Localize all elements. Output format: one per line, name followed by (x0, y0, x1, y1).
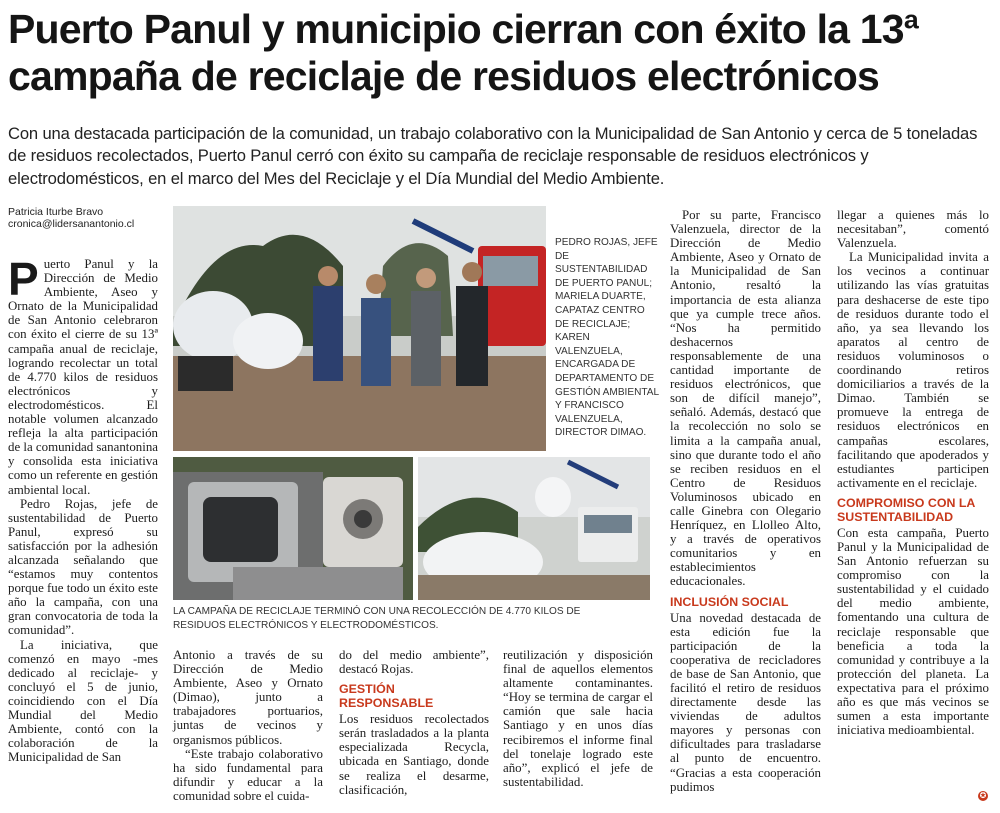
appliances-photo (173, 457, 413, 600)
column-3 (339, 648, 489, 797)
subhead-gestion: GESTIÓN RESPONSABLE (339, 682, 434, 711)
end-mark-icon: ✪ (979, 791, 987, 800)
column-2 (173, 648, 323, 803)
paragraph: Antonio a través de su Dirección de Medio Ambiente, Aseo y Ornato (Dimao), junto a trabajadores portuarios, juntas de vecinos y organismos públicos. (173, 648, 323, 747)
truck-photo-image (418, 457, 650, 600)
subhead-compromiso: COMPROMISO CON LA SUSTENTABILIDAD (837, 495, 975, 524)
team-photo (173, 206, 546, 451)
paragraph: La iniciativa, que comenzó en mayo -mes dedicado al reciclaje- y concluyó el 5 de junio, coincidiendo con el Día Mundial del Medio Ambiente, contó con la colaboración de la Municipalidad de San (8, 637, 158, 765)
paragraph: Los residuos recolectados serán trasladados a la planta especializada Recycla, ubicada en Santiago, donde se realiza el desarme, clasificación, (339, 712, 489, 797)
headline: Puerto Panul y municipio cierran con éxito la 13ª campaña de reciclaje de residuos electrónicos (8, 6, 919, 99)
paragraph: do del medio ambiente”, destacó Rojas. (339, 648, 489, 677)
team-caption: PEDRO ROJAS, JEFE DE SUSTENTABILIDAD DE PUERTO PANUL; MARIELA DUARTE, CAPATAZ CENTRO DE RECICLAJE; KAREN VALENZUELA, ENCARGADA DE DEPARTAMENTO DE GESTIÓN AMBIENTAL Y FRANCISCO VALENZUELA, DIRECTOR DIMAO. (555, 237, 659, 439)
paragraph: La Municipalidad invita a los vecinos a continuar utilizando las vías gratuitas para deshacerse de este tipo de residuos durante todo el año, ya sea llevando los aparatos al centro de residuos voluminosos o coordinando retiros domiciliarios a través de la Dimao. También se promueve la entrega de residuos electrónicos en campañas escolares, facilitando que apoderados y estudiantes participen activamente en el reciclaje. (837, 250, 989, 490)
team-photo-image (173, 206, 546, 451)
truck-photo (418, 457, 650, 600)
paragraph: llegar a quienes más lo necesitaban”, comentó Valenzuela. (837, 208, 989, 251)
paragraph: Por su parte, Francisco Valenzuela, director de la Dirección de Medio Ambiente, Aseo y Ornato de la Municipalidad de San Antonio, resaltó la importancia de esta alianza que ya cumple trece años. “Nos ha permitido deshacernos responsablemente de una cantidad importante de residuos electrónicos, que son de difícil manejo”, señaló. Además, destacó que la recolección no solo se limita a la campaña anual, sino que durante todo el año se reciben residuos en el Centro de Residuos Voluminosos ubicado en calle Ginebra con Olegario Henríquez, en Llolleo Alto, y a través de operativos comunitarios y en establecimientos educacionales. (670, 208, 821, 589)
drop-cap: P (8, 253, 39, 305)
byline (8, 206, 168, 230)
appliances-photo-image (173, 457, 413, 600)
paragraph: uerto Panul y la Dirección de Medio Ambiente, Aseo y Ornato de la Municipalidad de San Antonio celebraron con éxito el cierre de su 13ª campaña anual de reciclaje, logrando recolectar un total de 4.770 kilos de residuos electrónicos y electrodomésticos. El notable volumen alcanzado refleja la alta participación de la comunidad sanantonina y consolida esta iniciativa como un referente en gestión ambiental local. (8, 257, 158, 497)
deck-summary: Con una destacada participación de la comunidad, un trabajo colaborativo con la Municipalidad de San Antonio y cerca de 5 toneladas de residuos recolectados, Puerto Panul cerró con éxito su campaña de reciclaje responsable de residuos electrónicos y electrodomésticos, en el marco del Mes del Reciclaje y el Día Mundial del Medio Ambiente. (8, 124, 978, 188)
paragraph: Con esta campaña, Puerto Panul y la Municipalidad de San Antonio refuerzan su compromiso con la sustentabilidad y el cuidado del medio ambiente, fomentando una cultura de reciclaje responsable que beneficia a toda la comunidad y contribuye a la protección del planeta. La expectativa para el próximo año es que más vecinos se sumen a esta importante iniciativa medioambiental. (837, 525, 989, 738)
paragraph: reutilización y disposición final de aquellos elementos altamente contaminantes. “Hoy se termina de cargar el camión que sale hacia Santiago y en unos días recibiremos el informe final del tonelaje logrado este año”, explicó el jefe de sustentabilidad. (503, 648, 653, 789)
author-email: cronica@lidersanantonio.cl (8, 218, 135, 230)
column-4 (503, 648, 653, 789)
paragraph: “Este trabajo colaborativo ha sido fundamental para difundir y educar a la comunidad sobre el cuida- (173, 746, 323, 803)
author-name: Patricia Iturbe Bravo (8, 206, 104, 218)
paragraph: Una novedad destacada de esta edición fue la participación de la cooperativa de recicladores de base de San Antonio, que facilitó el retiro de residuos directamente desde las viviendas de adultos mayores y personas con dificultades para trasladarse al punto de encuentro. “Gracias a esta cooperación pudimos (670, 610, 821, 794)
paragraph: Pedro Rojas, jefe de sustentabilidad de Puerto Panul, expresó su satisfacción por la adhesión alcanzada señalando que “estamos muy contentos porque fue todo un éxito este año la campaña, con una gran convocatoria de toda la comunidad”. (8, 496, 158, 638)
subhead-inclusion: INCLUSIÓN SOCIAL (670, 594, 789, 609)
column-5 (670, 208, 821, 794)
column-6 (837, 208, 989, 737)
collection-caption: LA CAMPAÑA DE RECICLAJE TERMINÓ CON UNA RECOLECCIÓN DE 4.770 KILOS DE RESIDUOS ELECTRÓNICOS Y ELECTRODOMÉSTICOS. (173, 606, 581, 631)
column-1 (8, 253, 158, 765)
